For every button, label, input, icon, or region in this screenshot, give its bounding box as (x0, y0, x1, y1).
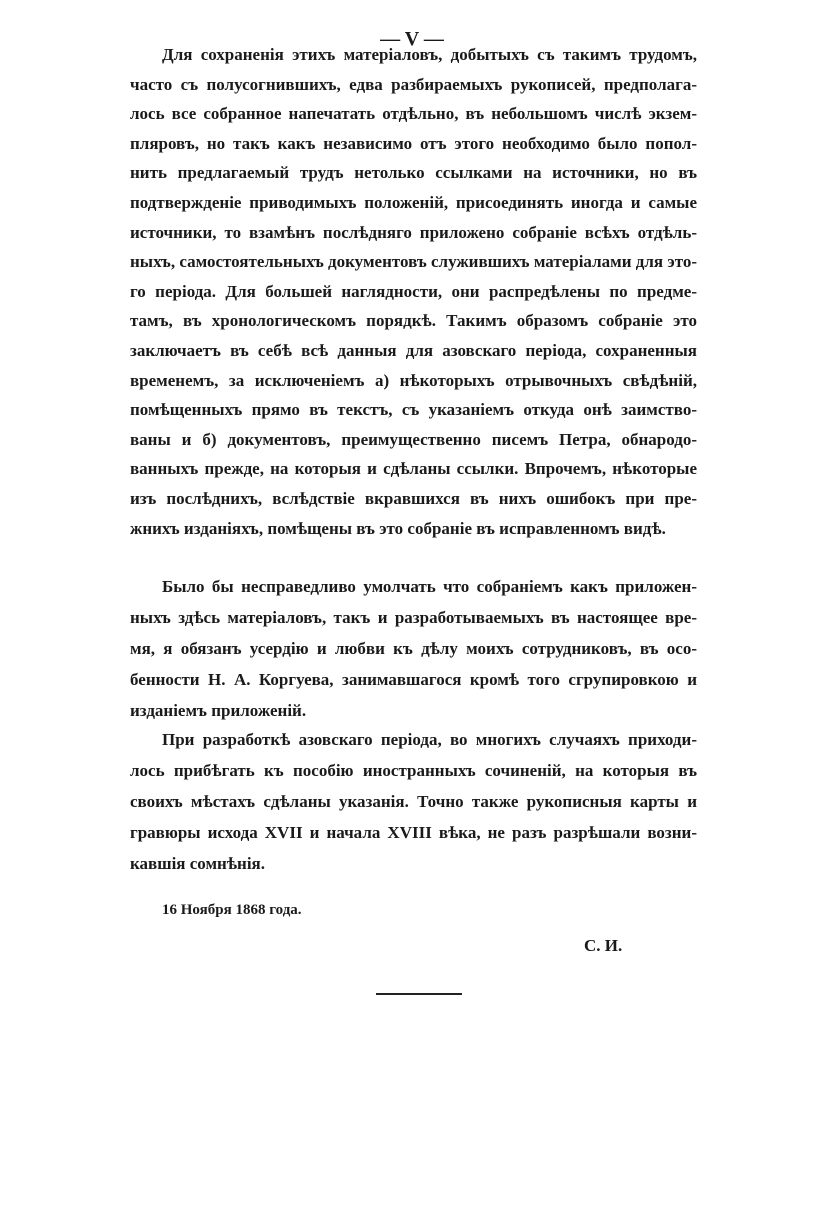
paragraph-1-line: жнихъ изданіяхъ, помѣщены въ это собраніе въ исправленномъ видѣ. (130, 518, 666, 538)
paragraph-1-line: часто съ полусогнившихъ, едва разбираемыхъ рукописей, предполага- (130, 74, 697, 94)
paragraph-1-line: ванныхъ прежде, на которыя и сдѣланы ссылки. Впрочемъ, нѣкоторые (130, 459, 697, 479)
paragraph-1-line: помѣщенныхъ прямо въ текстъ, съ указаніемъ откуда онѣ заимство- (130, 400, 697, 420)
paragraph-3-line: гравюры исхода XVII и начала XVIII вѣка, не разъ разрѣшали возни- (130, 823, 697, 842)
paragraph-1-line: Для сохраненія этихъ матеріаловъ, добытыхъ съ такимъ трудомъ, (162, 45, 697, 64)
paragraph-2-line: изданіемъ приложеній. (130, 701, 307, 720)
paragraph-1-line: ваны и б) документовъ, преимущественно писемъ Петра, обнародо- (130, 429, 697, 449)
paragraph-2-line: ныхъ здѣсь матеріаловъ, такъ и разработываемыхъ въ настоящее вре- (130, 608, 697, 627)
paragraph-1-line: временемъ, за исключеніемъ а) нѣкоторыхъ отрывочныхъ свѣдѣній, (130, 370, 697, 390)
page-number: — V — (380, 28, 444, 50)
paragraph-1-line: источники, то взамѣнъ послѣдняго приложено собраніе всѣхъ отдѣль- (130, 222, 697, 242)
paragraph-1-line: го періода. Для большей наглядности, они распредѣлены по предме- (130, 281, 697, 301)
paragraph-1-line: изъ послѣднихъ, вслѣдствіе вкравшихся въ нихъ ошибокъ при пре- (130, 489, 697, 508)
paragraph-3-line: лось прибѣгать къ пособію иностранныхъ сочиненій, на которыя въ (130, 761, 697, 780)
date-line: 16 Ноября 1868 года. (162, 902, 302, 918)
paragraph-1-line: заключаетъ въ себѣ всѣ данныя для азовскаго періода, сохраненныя (130, 341, 697, 360)
paragraph-1-line: лось все собранное напечатать отдѣльно, въ небольшомъ числѣ экзем- (130, 104, 697, 124)
paragraph-2-line: Было бы несправедливо умолчать что собраніемъ какъ приложен- (162, 577, 697, 596)
paragraph-3-line: кавшія сомнѣнія. (130, 854, 266, 873)
paragraph-3-line: При разработкѣ азовскаго періода, во многихъ случаяхъ приходи- (162, 730, 697, 749)
signature: С. И. (584, 936, 623, 955)
paragraph-1-line: ныхъ, самостоятельныхъ документовъ служившихъ матеріалами для это- (130, 252, 697, 272)
paragraph-1-line: пляровъ, но такъ какъ независимо отъ этого необходимо было попол- (130, 133, 697, 153)
paragraph-3-line: своихъ мѣстахъ сдѣланы указанія. Точно также рукописныя карты и (130, 792, 697, 811)
paragraph-2-line: мя, я обязанъ усердію и любви къ дѣлу моихъ сотрудниковъ, въ осо- (130, 639, 697, 658)
paragraph-1-line: подтвержденіе приводимыхъ положеній, присоединять иногда и самые (130, 193, 697, 212)
paragraph-2-line: бенности Н. А. Коргуева, занимавшагося кромѣ того сгрупировкою и (130, 670, 697, 689)
paragraph-1-line: нить предлагаемый трудъ нетолько ссылками на источники, но въ (130, 163, 697, 183)
closing-rule (376, 993, 462, 995)
paragraph-1-line: тамъ, въ хронологическомъ порядкѣ. Такимъ образомъ собраніе это (130, 311, 697, 331)
